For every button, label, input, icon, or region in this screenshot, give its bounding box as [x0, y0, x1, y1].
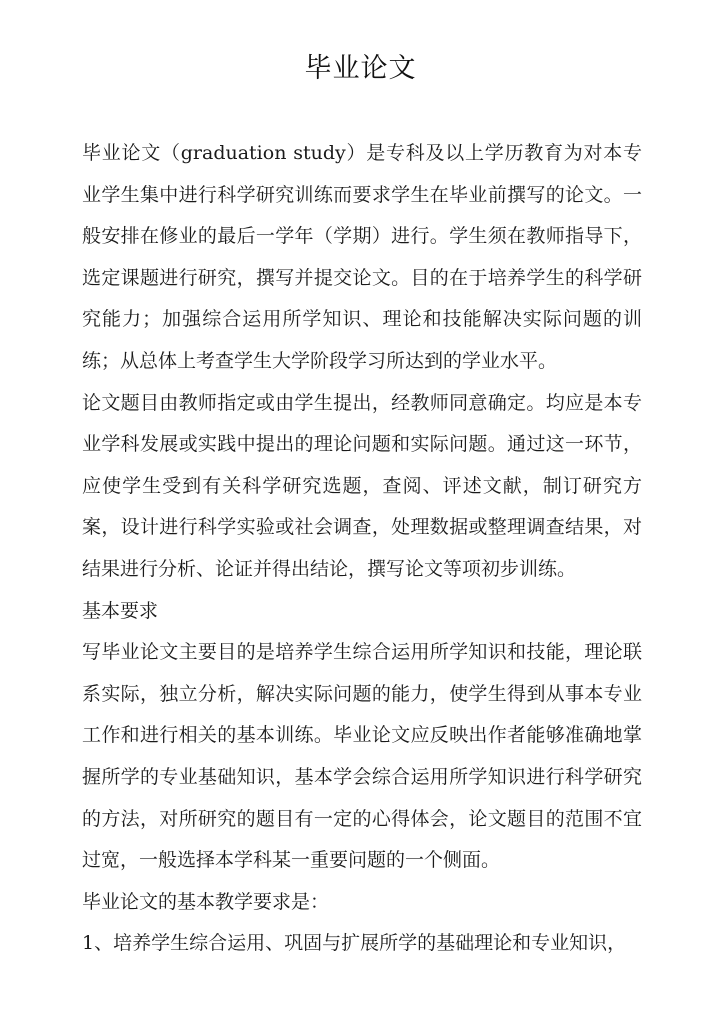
- document-title: 毕业论文: [304, 53, 417, 84]
- paragraph-requirements-intro: 毕业论文的基本教学要求是：: [82, 890, 330, 913]
- paragraph-intro: 毕业论文（graduation study）是专科及以上学历教育为对本专业学生集中进行科学研究训练而要求学生在毕业前撰写的论文。一般安排在修业的最后一学年（学期）进行。学生须在教师指导下，选定课题进行研究，撰写并提交论文。目的在于培养学生的科学研究能力；加强综合运用所学知识、理论和技能解决实际问题的训练；从总体上考查学生大学阶段学习所达到的学业水平。: [82, 142, 642, 372]
- paragraph-topic-selection: 论文题目由教师指定或由学生提出，经教师同意确定。均应是本专业学科发展或实践中提出的理论问题和实际问题。通过这一环节，应使学生受到有关科学研究选题，查阅、评述文献，制订研究方案，设计进行科学实验或社会调查，处理数据或整理调查结果，对结果进行分析、论证并得出结论，撰写论文等项初步训练。: [82, 391, 642, 580]
- document-body: [82, 133, 642, 965]
- section-heading-basic-requirements: 基本要求: [82, 599, 159, 622]
- list-item-requirement-1: 1、培养学生综合运用、巩固与扩展所学的基础理论和专业知识，: [82, 932, 627, 955]
- paragraph-basic-requirements: 写毕业论文主要目的是培养学生综合运用所学知识和技能，理论联系实际，独立分析，解决实际问题的能力，使学生得到从事本专业工作和进行相关的基本训练。毕业论文应反映出作者能够准确地掌握所学的专业基础知识，基本学会综合运用所学知识进行科学研究的方法，对所研究的题目有一定的心得体会，论文题目的范围不宜过宽，一般选择本学科某一重要问题的一个侧面。: [82, 641, 642, 872]
